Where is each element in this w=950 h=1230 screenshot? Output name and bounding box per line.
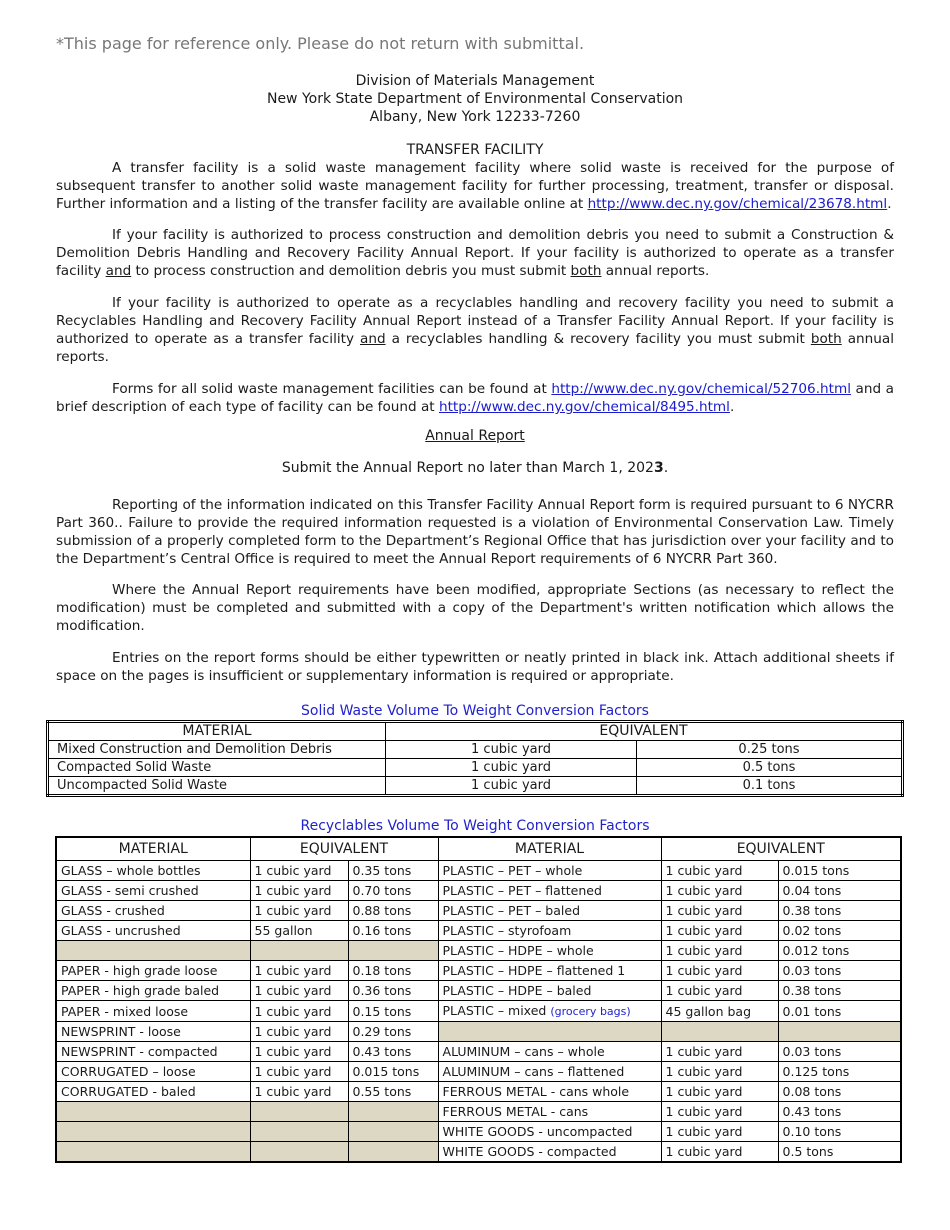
material-left-cell: PAPER - mixed loose xyxy=(56,1001,250,1022)
table-row xyxy=(56,1142,901,1163)
weight-right-cell xyxy=(778,1022,901,1042)
material-right-cell: ALUMINUM – cans – whole xyxy=(438,1042,661,1062)
p1-text: A transfer facility is a solid waste management facility where solid waste is received for the purpose of subsequent transfer to another solid waste management facility for further processing, treatment, transfer or disposal. Further information and a listing of the transfer facility are available online at xyxy=(56,160,894,212)
volume-left-cell: 55 gallon xyxy=(250,921,348,941)
p2-and: and xyxy=(105,263,132,279)
plastic-mixed-label: PLASTIC – mixed xyxy=(442,1003,547,1018)
division-header xyxy=(0,72,950,126)
header-equivalent-right: EQUIVALENT xyxy=(661,837,901,861)
weight-right-cell: 0.015 tons xyxy=(778,861,901,881)
table-row xyxy=(48,741,903,759)
material-left-cell: GLASS - crushed xyxy=(56,901,250,921)
table-row xyxy=(56,941,901,961)
table-row xyxy=(56,1042,901,1062)
solid-waste-caption: Solid Waste Volume To Weight Conversion Factors xyxy=(301,703,649,719)
volume-left-cell xyxy=(250,1102,348,1122)
weight-left-cell: 0.55 tons xyxy=(348,1082,438,1102)
material-left-cell: PAPER - high grade loose xyxy=(56,961,250,981)
weight-left-cell: 0.18 tons xyxy=(348,961,438,981)
table-row xyxy=(48,759,903,777)
weight-left-cell: 0.29 tons xyxy=(348,1022,438,1042)
weight-right-cell: 0.08 tons xyxy=(778,1082,901,1102)
volume-left-cell: 1 cubic yard xyxy=(250,1062,348,1082)
p2-b: to process construction and demolition debris you must submit xyxy=(131,263,571,279)
volume-left-cell: 1 cubic yard xyxy=(250,961,348,981)
grocery-bags-note: (grocery bags) xyxy=(550,1005,631,1018)
weight-cell: 0.1 tons xyxy=(637,777,903,796)
table-row xyxy=(56,1082,901,1102)
weight-right-cell: 0.38 tons xyxy=(778,981,901,1001)
recyclables-caption: Recyclables Volume To Weight Conversion Factors xyxy=(300,818,650,834)
material-left-cell xyxy=(56,1142,250,1163)
header-material-left: MATERIAL xyxy=(56,837,250,861)
forms-link[interactable]: http://www.dec.ny.gov/chemical/52706.html xyxy=(551,381,851,397)
weight-right-cell: 0.38 tons xyxy=(778,901,901,921)
material-left-cell: CORRUGATED - baled xyxy=(56,1082,250,1102)
table-row xyxy=(56,1102,901,1122)
header-material-right: MATERIAL xyxy=(438,837,661,861)
volume-right-cell: 1 cubic yard xyxy=(661,1042,778,1062)
paragraph-transfer-definition xyxy=(56,159,894,213)
material-right-cell: PLASTIC – PET – baled xyxy=(438,901,661,921)
deadline-end: . xyxy=(663,460,669,476)
material-left-cell: GLASS - semi crushed xyxy=(56,881,250,901)
weight-right-cell: 0.43 tons xyxy=(778,1102,901,1122)
header-line-3: Albany, New York 12233-7260 xyxy=(369,109,581,125)
volume-left-cell: 1 cubic yard xyxy=(250,901,348,921)
volume-right-cell: 1 cubic yard xyxy=(661,941,778,961)
material-right-cell: WHITE GOODS - uncompacted xyxy=(438,1122,661,1142)
solid-waste-table xyxy=(46,720,904,797)
weight-left-cell: 0.36 tons xyxy=(348,981,438,1001)
weight-left-cell: 0.43 tons xyxy=(348,1042,438,1062)
volume-right-cell: 1 cubic yard xyxy=(661,1142,778,1163)
volume-right-cell: 45 gallon bag xyxy=(661,1001,778,1022)
weight-cell: 0.25 tons xyxy=(637,741,903,759)
weight-left-cell xyxy=(348,1122,438,1142)
p2-a: If your facility is authorized to process construction and demolition debris you need to submit a Construction & Demolition Debris Handling and Recovery Facility Annual Report. If your facility is authorized to operate as a transfer facility xyxy=(56,227,894,279)
deadline-year-digit: 3 xyxy=(653,460,664,476)
volume-left-cell: 1 cubic yard xyxy=(250,1082,348,1102)
p4-b: and a brief description of each type of facility can be found at xyxy=(56,381,894,415)
weight-right-cell: 0.012 tons xyxy=(778,941,901,961)
volume-cell: 1 cubic yard xyxy=(386,741,637,759)
volume-right-cell: 1 cubic yard xyxy=(661,861,778,881)
weight-right-cell: 0.02 tons xyxy=(778,921,901,941)
header-equivalent-left: EQUIVALENT xyxy=(250,837,438,861)
p3-a: If your facility is authorized to operate as a recyclables handling and recovery facility you need to submit a Recyclables Handling and Recovery Facility Annual Report instead of a Transfer Facility Annual Report. If your facility is authorized to operate as a transfer facility xyxy=(56,295,894,347)
weight-right-cell: 0.03 tons xyxy=(778,1042,901,1062)
material-left-cell xyxy=(56,941,250,961)
table-row xyxy=(56,921,901,941)
material-cell: Uncompacted Solid Waste xyxy=(48,777,386,796)
weight-left-cell xyxy=(348,941,438,961)
paragraph-modification: Where the Annual Report requirements have been modified, appropriate Sections (as necessary to reflect the modification) must be completed and submitted with a copy of the Department's written notification which allows the modification. xyxy=(56,582,894,634)
volume-right-cell: 1 cubic yard xyxy=(661,921,778,941)
material-left-cell: NEWSPRINT - compacted xyxy=(56,1042,250,1062)
table-row xyxy=(56,961,901,981)
weight-right-cell: 0.5 tons xyxy=(778,1142,901,1163)
table-row xyxy=(56,981,901,1001)
weight-right-cell: 0.03 tons xyxy=(778,961,901,981)
material-left-cell xyxy=(56,1102,250,1122)
weight-right-cell: 0.10 tons xyxy=(778,1122,901,1142)
material-left-cell: CORRUGATED – loose xyxy=(56,1062,250,1082)
table-row xyxy=(56,1001,901,1022)
volume-left-cell: 1 cubic yard xyxy=(250,861,348,881)
material-right-cell: PLASTIC – HDPE – flattened 1 xyxy=(438,961,661,981)
material-right-cell: PLASTIC – styrofoam xyxy=(438,921,661,941)
volume-right-cell: 1 cubic yard xyxy=(661,901,778,921)
volume-left-cell: 1 cubic yard xyxy=(250,1042,348,1062)
volume-right-cell: 1 cubic yard xyxy=(661,961,778,981)
volume-right-cell: 1 cubic yard xyxy=(661,1082,778,1102)
weight-right-cell: 0.01 tons xyxy=(778,1001,901,1022)
facility-types-link[interactable]: http://www.dec.ny.gov/chemical/8495.html xyxy=(438,399,730,415)
reference-note: *This page for reference only. Please do not return with submittal. xyxy=(56,34,585,53)
weight-left-cell xyxy=(348,1102,438,1122)
annual-report-title xyxy=(0,428,950,444)
p3-both: both xyxy=(810,331,842,347)
p4-c: . xyxy=(729,399,735,415)
volume-right-cell: 1 cubic yard xyxy=(661,981,778,1001)
volume-left-cell: 1 cubic yard xyxy=(250,1022,348,1042)
volume-right-cell: 1 cubic yard xyxy=(661,1122,778,1142)
volume-left-cell: 1 cubic yard xyxy=(250,981,348,1001)
material-right-cell: ALUMINUM – cans – flattened xyxy=(438,1062,661,1082)
material-right-cell xyxy=(438,1022,661,1042)
volume-left-cell xyxy=(250,1122,348,1142)
material-left-cell: PAPER - high grade baled xyxy=(56,981,250,1001)
volume-left-cell: 1 cubic yard xyxy=(250,881,348,901)
p4-a: Forms for all solid waste management facilities can be found at xyxy=(112,381,552,397)
section-title: TRANSFER FACILITY xyxy=(406,142,544,158)
weight-left-cell: 0.15 tons xyxy=(348,1001,438,1022)
volume-left-cell xyxy=(250,1142,348,1163)
weight-right-cell: 0.125 tons xyxy=(778,1062,901,1082)
weight-left-cell: 0.16 tons xyxy=(348,921,438,941)
deadline-line xyxy=(0,460,950,476)
material-left-cell: GLASS – whole bottles xyxy=(56,861,250,881)
material-right-cell: PLASTIC – PET – whole xyxy=(438,861,661,881)
paragraph-forms xyxy=(56,380,894,416)
material-right-cell: FERROUS METAL - cans whole xyxy=(438,1082,661,1102)
volume-right-cell: 1 cubic yard xyxy=(661,1102,778,1122)
material-cell: Compacted Solid Waste xyxy=(48,759,386,777)
material-right-cell: PLASTIC – HDPE – baled xyxy=(438,981,661,1001)
material-right-cell: PLASTIC – PET – flattened xyxy=(438,881,661,901)
header-material: MATERIAL xyxy=(48,722,386,741)
volume-right-cell xyxy=(661,1022,778,1042)
material-right-cell xyxy=(438,1001,661,1022)
table-row xyxy=(56,1062,901,1082)
table-row xyxy=(56,1122,901,1142)
annual-report-title-text: Annual Report xyxy=(425,428,525,444)
header-equivalent: EQUIVALENT xyxy=(386,722,903,741)
header-line-2: New York State Department of Environmental Conservation xyxy=(266,91,684,107)
weight-left-cell: 0.70 tons xyxy=(348,881,438,901)
weight-left-cell: 0.015 tons xyxy=(348,1062,438,1082)
p1-end: . xyxy=(887,196,892,212)
weight-left-cell: 0.35 tons xyxy=(348,861,438,881)
volume-cell: 1 cubic yard xyxy=(386,777,637,796)
recyclables-table xyxy=(55,836,902,1163)
p3-c: annual reports. xyxy=(56,331,895,365)
weight-left-cell: 0.88 tons xyxy=(348,901,438,921)
table-row xyxy=(56,901,901,921)
table-header-row xyxy=(56,837,901,861)
header-line-1: Division of Materials Management xyxy=(355,73,595,89)
volume-left-cell: 1 cubic yard xyxy=(250,1001,348,1022)
paragraph-cdd xyxy=(56,226,894,280)
weight-right-cell: 0.04 tons xyxy=(778,881,901,901)
material-cell: Mixed Construction and Demolition Debris xyxy=(48,741,386,759)
weight-cell: 0.5 tons xyxy=(637,759,903,777)
deadline-text: Submit the Annual Report no later than March 1, 202 xyxy=(281,460,654,476)
p3-b: a recyclables handling & recovery facility you must submit xyxy=(385,331,811,347)
p2-c: annual reports. xyxy=(601,263,710,279)
paragraph-entries: Entries on the report forms should be either typewritten or neatly printed in black ink. Attach additional sheets if space on the pages is insufficient or supplementary information is required or appropriate. xyxy=(56,650,894,684)
transfer-facility-link[interactable]: http://www.dec.ny.gov/chemical/23678.html xyxy=(587,196,888,212)
material-right-cell: WHITE GOODS - compacted xyxy=(438,1142,661,1163)
table-row xyxy=(56,881,901,901)
paragraph-reporting: Reporting of the information indicated on this Transfer Facility Annual Report form is required pursuant to 6 NYCRR Part 360.. Failure to provide the required information requested is a violation of Environmental Conservation Law. Timely submission of a properly completed form to the Department’s Regional Office that has jurisdiction over your facility and to the Department’s Central Office is required to meet the Annual Report requirements of 6 NYCRR Part 360. xyxy=(56,497,894,567)
material-left-cell: NEWSPRINT - loose xyxy=(56,1022,250,1042)
volume-left-cell xyxy=(250,941,348,961)
volume-cell: 1 cubic yard xyxy=(386,759,637,777)
weight-left-cell xyxy=(348,1142,438,1163)
material-right-cell: FERROUS METAL - cans xyxy=(438,1102,661,1122)
material-right-cell: PLASTIC – HDPE – whole xyxy=(438,941,661,961)
material-left-cell xyxy=(56,1122,250,1142)
table-row xyxy=(56,861,901,881)
p3-and: and xyxy=(360,331,386,347)
volume-right-cell: 1 cubic yard xyxy=(661,881,778,901)
table-row xyxy=(56,1022,901,1042)
paragraph-recyclables xyxy=(56,294,894,366)
table-header-row xyxy=(48,722,903,741)
p2-both: both xyxy=(570,263,602,279)
material-left-cell: GLASS - uncrushed xyxy=(56,921,250,941)
volume-right-cell: 1 cubic yard xyxy=(661,1062,778,1082)
table-row xyxy=(48,777,903,796)
